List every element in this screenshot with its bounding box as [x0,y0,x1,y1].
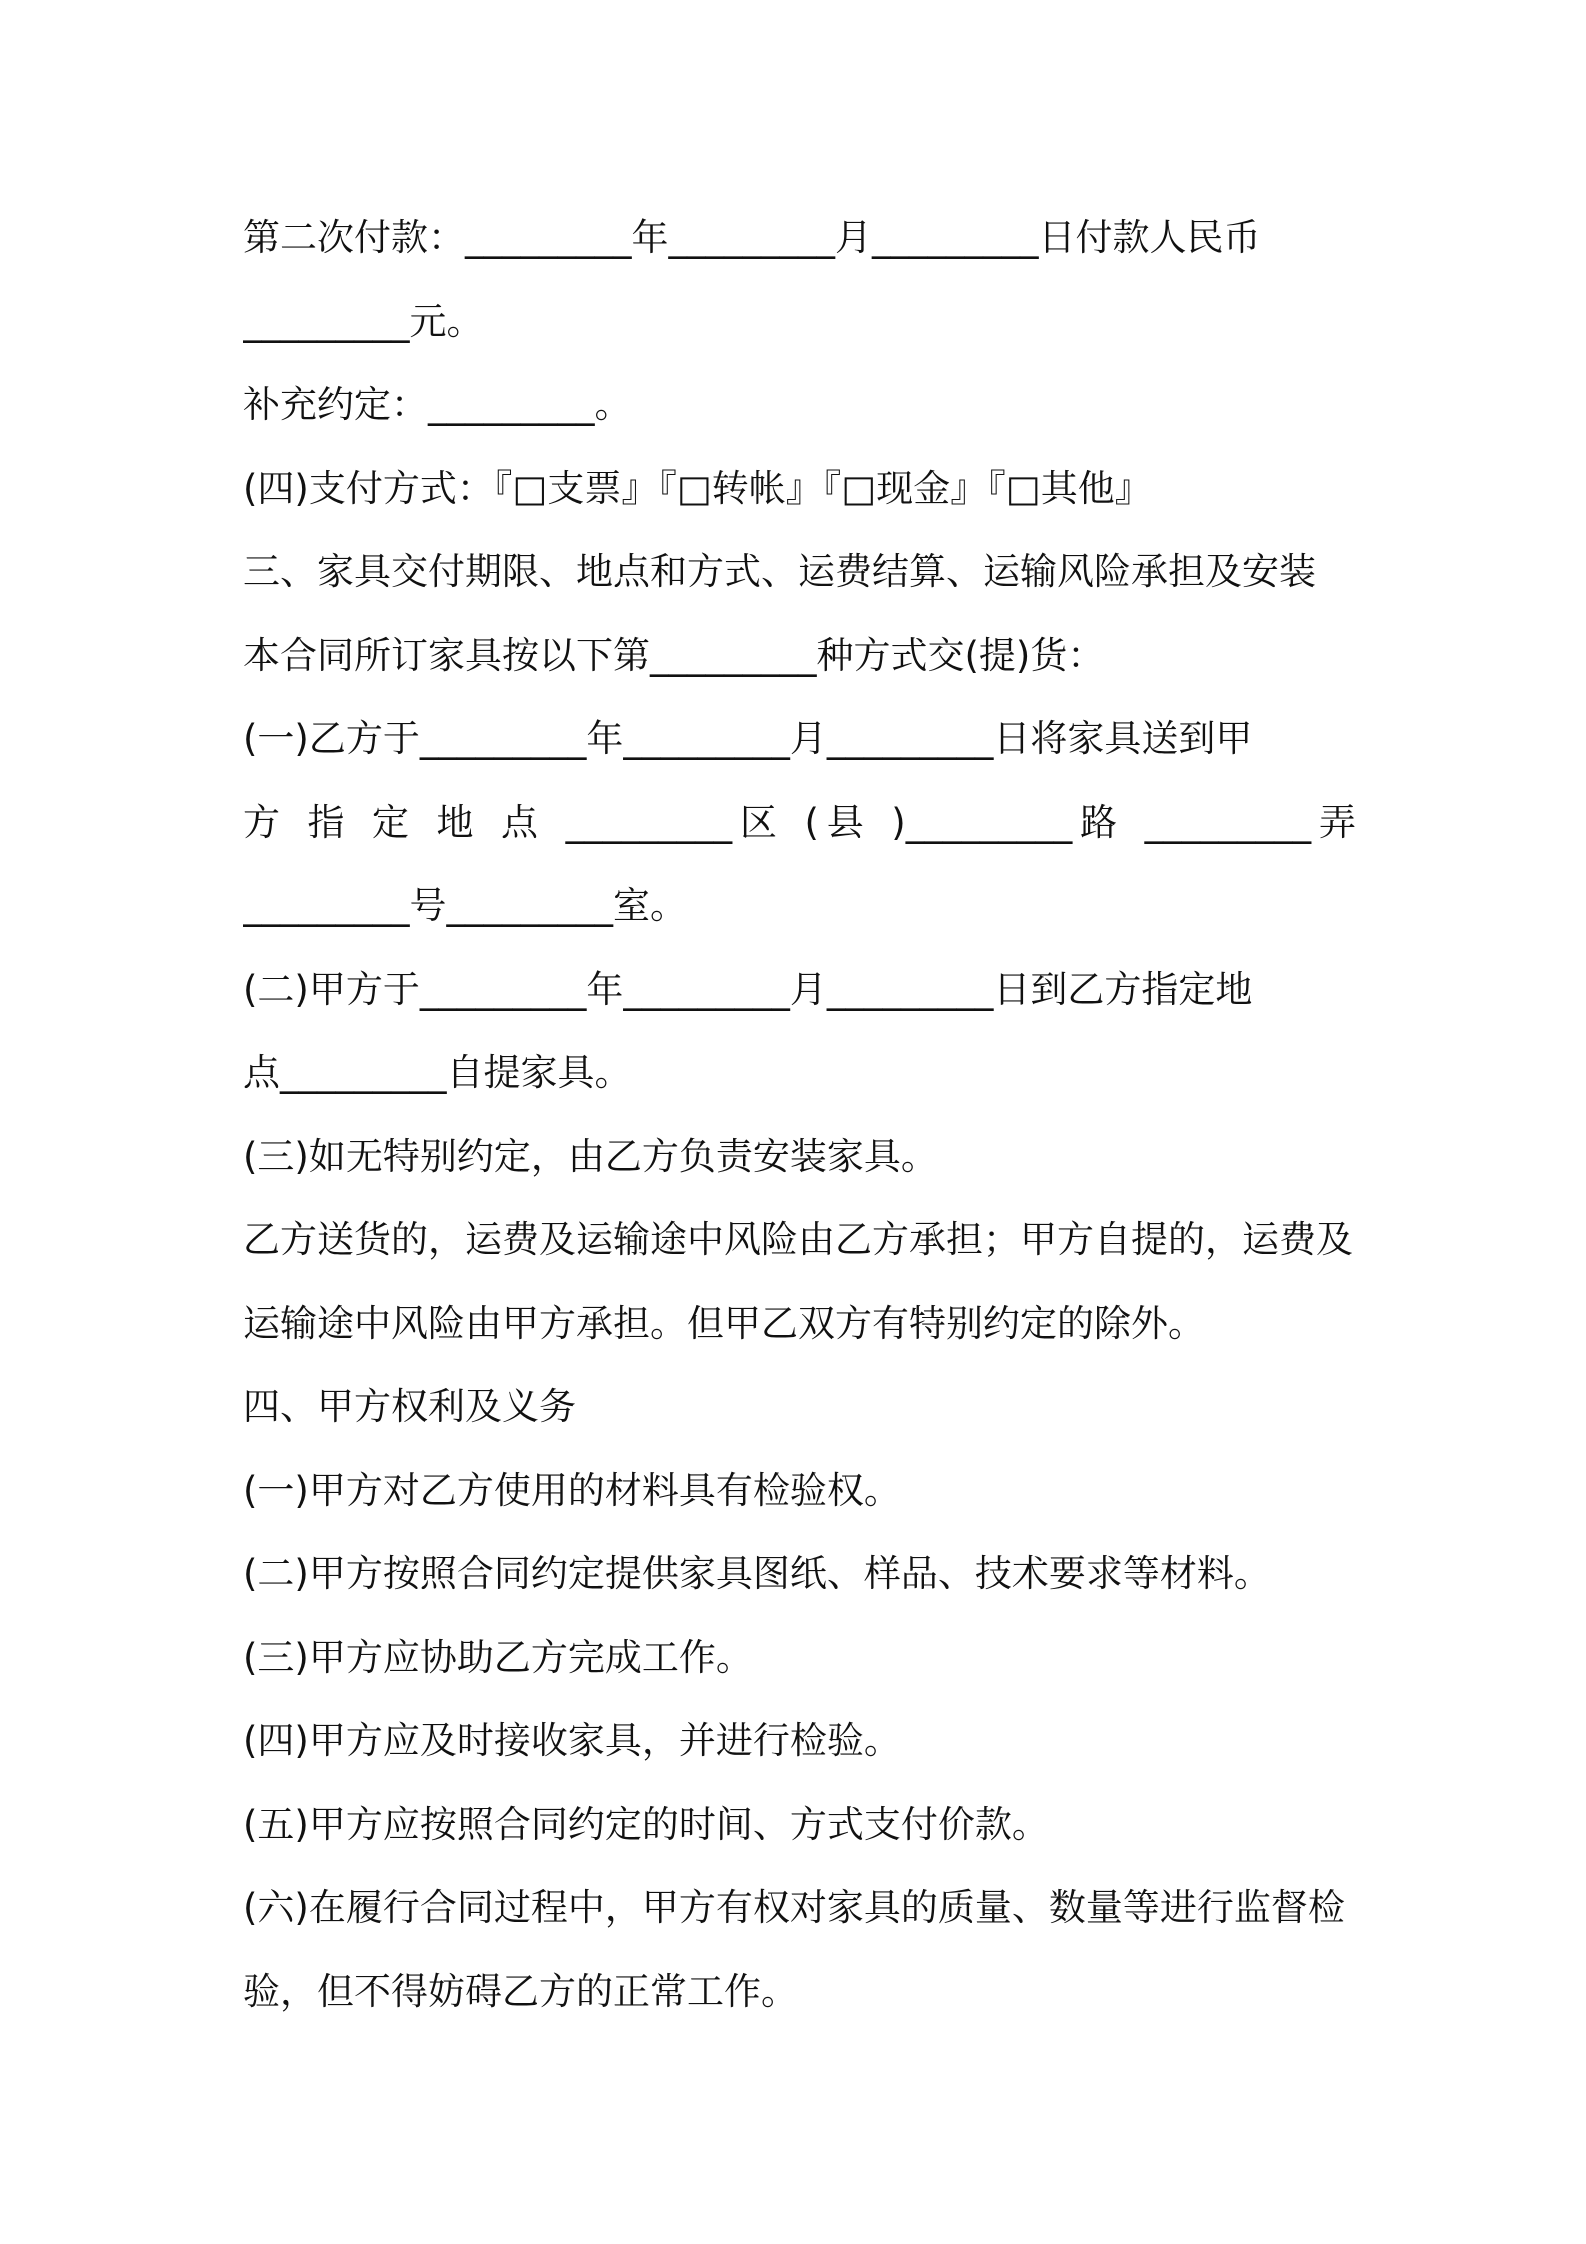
text-line-delivery-option-1: (一)乙方于_________年_________月_________日将家具送到甲 [243,717,1253,760]
section-heading-party-a-rights: 四、甲方权利及义务 [243,1385,576,1428]
text-line-pickup-option-2: (二)甲方于_________年_________月_________日到乙方指定地 [243,967,1253,1011]
text-line-right-1: (一)甲方对乙方使用的材料具有检验权。 [243,1468,901,1512]
text-line-second-payment: 第二次付款：_________年_________月_________日付款人民币 [243,216,1261,259]
section-heading-delivery: 三、家具交付期限、地点和方式、运费结算、运输风险承担及安装 [243,550,1316,593]
text-line-payment-amount: _________元。 [243,299,484,343]
document-body [243,196,1356,2033]
text-line-delivery-room: _________号_________室。 [243,884,687,927]
text-line-right-6: (六)在履行合同过程中，甲方有权对家具的质量、数量等进行监督检 [243,1886,1345,1929]
text-line-freight-risk-1: 乙方送货的，运费及运输途中风险由乙方承担；甲方自提的，运费及 [243,1218,1353,1261]
text-line-right-2: (二)甲方按照合同约定提供家具图纸、样品、技术要求等材料。 [243,1552,1271,1595]
text-line-payment-method: (四)支付方式：『□支票』『□转帐』『□现金』『□其他』 [243,466,1152,510]
text-line-delivery-option: 本合同所订家具按以下第_________种方式交(提)货： [243,633,1105,677]
text-line-right-3: (三)甲方应协助乙方完成工作。 [243,1635,753,1679]
text-line-supplementary-agreement: 补充约定：_________。 [243,383,632,426]
text-line-delivery-address: 方 指 定 地 点 _________区 (县 )_________路 _________弄 [243,800,1356,844]
text-line-right-5: (五)甲方应按照合同约定的时间、方式支付价款。 [243,1802,1049,1846]
text-line-right-4: (四)甲方应及时接收家具，并进行检验。 [243,1719,901,1762]
text-line-pickup-location: 点_________自提家具。 [243,1051,632,1094]
text-line-installation: (三)如无特别约定，由乙方负责安装家具。 [243,1134,938,1178]
text-line-freight-risk-2: 运输途中风险由甲方承担。但甲乙双方有特别约定的除外。 [243,1301,1205,1345]
text-line-right-6-continued: 验，但不得妨碍乙方的正常工作。 [243,1969,798,2013]
